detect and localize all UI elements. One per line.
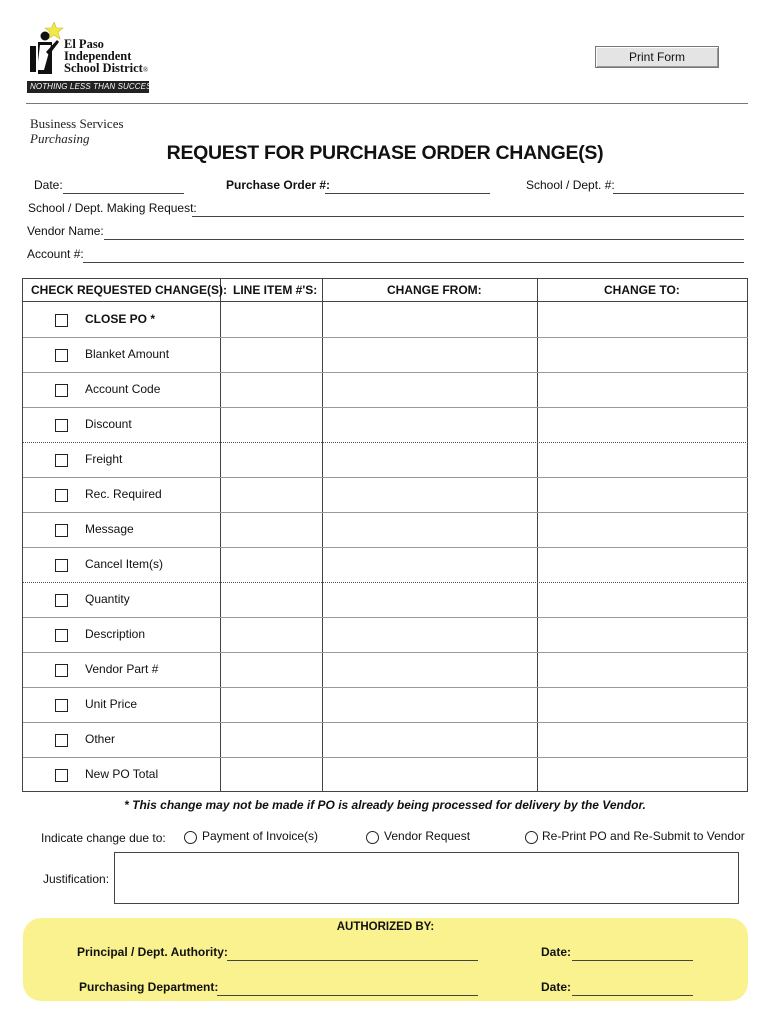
purchasing-date-field[interactable] xyxy=(572,995,693,996)
header-change-from: CHANGE FROM: xyxy=(387,283,482,297)
close-po-note: * This change may not be made if PO is already being processed for delivery by the Vendor. xyxy=(124,798,646,812)
header-line-items: LINE ITEM #'S: xyxy=(233,283,318,297)
message-label: Message xyxy=(85,522,134,536)
dept-subname: Purchasing xyxy=(30,131,90,146)
principal-date-label: Date: xyxy=(541,945,572,959)
vendor-request-radio[interactable] xyxy=(366,831,379,844)
print-form-button[interactable]: Print Form xyxy=(595,46,719,68)
close-po-checkbox[interactable] xyxy=(55,314,68,327)
row-divider xyxy=(23,757,748,758)
justification-label: Justification: xyxy=(43,872,110,886)
purchasing-date-label: Date: xyxy=(541,980,572,994)
row-divider xyxy=(23,372,748,373)
account-label: Account #: xyxy=(27,247,84,261)
header-divider xyxy=(26,103,748,104)
row-divider xyxy=(23,442,748,443)
blanket-amount-label: Blanket Amount xyxy=(85,347,170,361)
row-divider xyxy=(23,477,748,478)
vendor-part-checkbox[interactable] xyxy=(55,664,68,677)
new-po-total-label: New PO Total xyxy=(85,767,159,781)
cancel-items-label: Cancel Item(s) xyxy=(85,557,164,571)
logo-tagline: NOTHING LESS THAN SUCCESS! xyxy=(27,81,149,93)
row-divider xyxy=(23,617,748,618)
authorization-panel xyxy=(23,918,748,1001)
unit-price-checkbox[interactable] xyxy=(55,699,68,712)
blanket-amount-checkbox[interactable] xyxy=(55,349,68,362)
unit-price-label: Unit Price xyxy=(85,697,138,711)
date-label: Date: xyxy=(34,178,63,192)
form-title: REQUEST FOR PURCHASE ORDER CHANGE(S) xyxy=(166,142,604,164)
po-label: Purchase Order #: xyxy=(226,178,331,192)
vendor-request-option-label: Vendor Request xyxy=(384,829,471,843)
close-po-label: CLOSE PO * xyxy=(85,312,156,326)
row-divider xyxy=(23,337,748,338)
vendor-name-field[interactable] xyxy=(104,239,744,240)
account-code-label: Account Code xyxy=(85,382,161,396)
message-checkbox[interactable] xyxy=(55,524,68,537)
authorized-by-title: AUTHORIZED BY: xyxy=(336,921,435,933)
reprint-option-label: Re-Print PO and Re-Submit to Vendor xyxy=(542,829,745,843)
dept-name: Business Services xyxy=(30,116,124,131)
row-divider xyxy=(23,652,748,653)
justification-field[interactable] xyxy=(114,852,739,904)
cancel-items-checkbox[interactable] xyxy=(55,559,68,572)
making-request-label: School / Dept. Making Request: xyxy=(28,201,197,215)
row-divider xyxy=(23,512,748,513)
principal-date-field[interactable] xyxy=(572,960,693,961)
col-divider xyxy=(322,279,323,791)
col-divider xyxy=(537,279,538,791)
other-label: Other xyxy=(85,732,116,746)
payment-radio[interactable] xyxy=(184,831,197,844)
logo-wordmark: El Paso Independent School District® xyxy=(64,37,149,75)
description-checkbox[interactable] xyxy=(55,629,68,642)
quantity-checkbox[interactable] xyxy=(55,594,68,607)
row-divider xyxy=(23,301,748,302)
new-po-total-checkbox[interactable] xyxy=(55,769,68,782)
other-checkbox[interactable] xyxy=(55,734,68,747)
po-field[interactable] xyxy=(325,193,490,194)
row-divider xyxy=(23,407,748,408)
vendor-part-label: Vendor Part # xyxy=(85,662,159,676)
row-divider xyxy=(23,722,748,723)
making-request-field[interactable] xyxy=(192,216,744,217)
freight-checkbox[interactable] xyxy=(55,454,68,467)
description-label: Description xyxy=(85,627,146,641)
row-divider xyxy=(23,582,748,583)
discount-checkbox[interactable] xyxy=(55,419,68,432)
change-due-label: Indicate change due to: xyxy=(41,831,166,845)
purchasing-label: Purchasing Department: xyxy=(79,980,219,994)
change-table xyxy=(22,278,748,792)
discount-label: Discount xyxy=(85,417,132,431)
payment-option-label: Payment of Invoice(s) xyxy=(202,829,319,843)
freight-label: Freight xyxy=(85,452,123,466)
principal-signature-field[interactable] xyxy=(227,960,478,961)
col-divider xyxy=(220,279,221,791)
quantity-label: Quantity xyxy=(85,592,130,606)
vendor-name-label: Vendor Name: xyxy=(27,224,104,238)
rec-required-checkbox[interactable] xyxy=(55,489,68,502)
school-dept-label: School / Dept. #: xyxy=(526,178,615,192)
reprint-radio[interactable] xyxy=(525,831,538,844)
rec-required-label: Rec. Required xyxy=(85,487,162,501)
date-field[interactable] xyxy=(63,193,184,194)
account-field[interactable] xyxy=(83,262,744,263)
principal-label: Principal / Dept. Authority: xyxy=(77,945,228,959)
row-divider xyxy=(23,687,748,688)
row-divider xyxy=(23,547,748,548)
account-code-checkbox[interactable] xyxy=(55,384,68,397)
header-change-to: CHANGE TO: xyxy=(604,283,680,297)
purchasing-signature-field[interactable] xyxy=(217,995,478,996)
school-dept-field[interactable] xyxy=(613,193,744,194)
header-check-changes: CHECK REQUESTED CHANGE(S): xyxy=(31,283,228,297)
